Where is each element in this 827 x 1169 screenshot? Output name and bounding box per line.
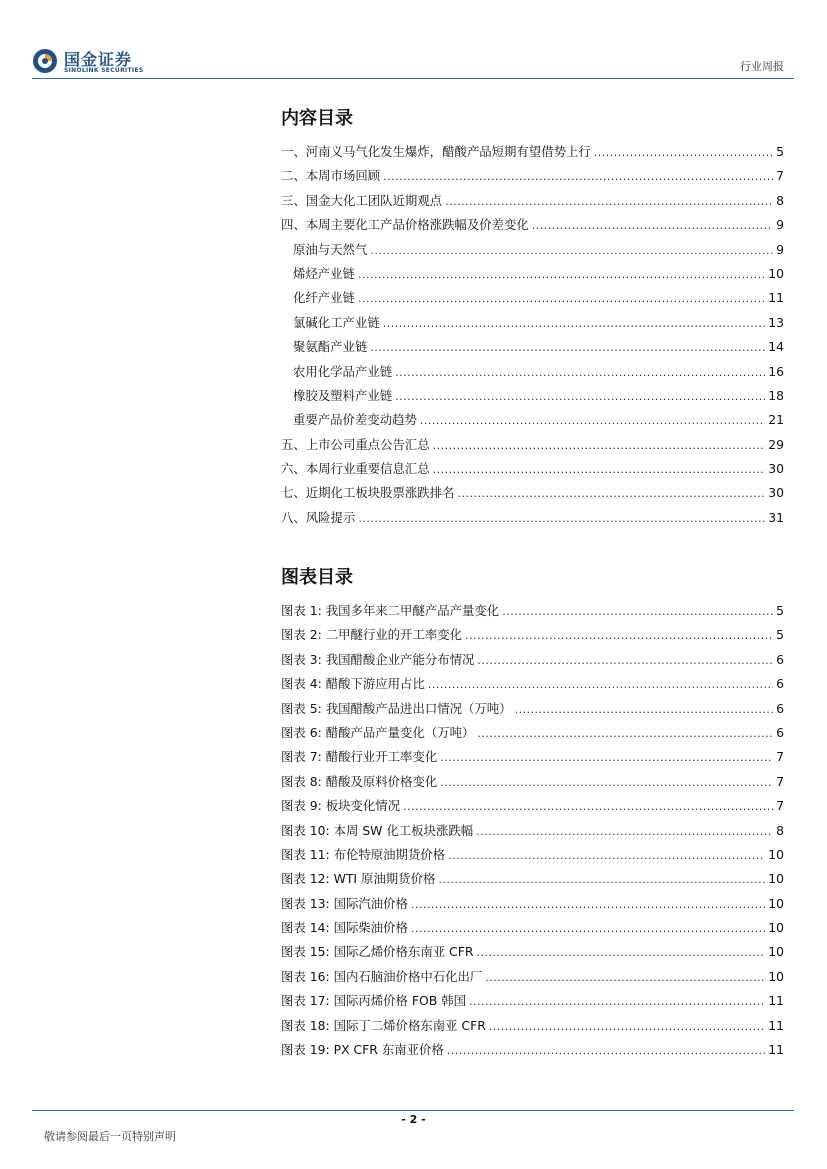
toc-entry-page: 14	[768, 339, 784, 355]
toc-entry-label: 化纤产业链	[293, 290, 355, 306]
dot-leader	[403, 795, 773, 819]
toc-entry-label: 烯烃产业链	[293, 265, 355, 281]
toc-entry-page: 6	[776, 676, 784, 692]
dot-leader	[440, 771, 773, 795]
dot-leader	[438, 868, 765, 892]
chart-list-entry[interactable]	[281, 599, 784, 623]
toc-entry-label: 七、近期化工板块股票涨跌排名	[281, 485, 455, 501]
toc-entry-label: 氯碱化工产业链	[293, 314, 380, 330]
dot-leader	[370, 336, 765, 360]
footer-divider	[32, 1110, 794, 1111]
toc-entry-label: 图表 7: 醋酸行业开工率变化	[281, 749, 438, 765]
toc-entry-label: 八、风险提示	[281, 509, 356, 525]
page-header	[32, 44, 794, 78]
toc-entry-label: 图表 8: 醋酸及原料价格变化	[281, 773, 438, 789]
chart-list-entry[interactable]	[281, 672, 784, 696]
toc-entry-label: 图表 17: 国际丙烯价格 FOB 韩国	[281, 993, 466, 1009]
dot-leader	[433, 458, 766, 482]
chart-list-entry[interactable]	[281, 770, 784, 794]
toc-entry-label: 图表 9: 板块变化情况	[281, 798, 401, 814]
disclaimer-text: 敬请参阅最后一页特别声明	[44, 1130, 176, 1143]
dot-leader	[383, 312, 765, 336]
toc-entry-label: 图表 13: 国际汽油价格	[281, 895, 408, 911]
toc-entry-page: 6	[776, 724, 784, 740]
toc-entry-label: 一、河南义马气化发生爆炸，醋酸产品短期有望借势上行	[281, 144, 591, 159]
dot-leader	[395, 385, 765, 409]
toc-entry[interactable]	[281, 384, 784, 408]
chart-list-entry[interactable]	[281, 819, 784, 843]
dot-leader	[489, 1015, 765, 1039]
chart-list-entry[interactable]	[281, 794, 784, 818]
sinolink-logo-icon	[32, 48, 58, 74]
charts-title: 图表目录	[281, 567, 353, 588]
toc-entry-label: 图表 14: 国际柴油价格	[281, 920, 408, 936]
report-type-label: 行业周报	[740, 60, 784, 73]
toc-entry[interactable]	[281, 262, 784, 286]
logo-english-name: SINOLINK SECURITIES	[64, 67, 144, 74]
toc-entry[interactable]	[281, 360, 784, 384]
chart-list-entry[interactable]	[281, 940, 784, 964]
toc-entry-label: 图表 11: 布伦特原油期货价格	[281, 846, 446, 862]
toc-entry-label: 图表 16: 国内石脑油价格中石化出厂	[281, 968, 483, 984]
dot-leader	[594, 141, 773, 165]
dot-leader	[448, 844, 765, 868]
dot-leader	[411, 917, 765, 941]
toc-entry-label: 二、本周市场回顾	[281, 168, 381, 184]
toc-entry-page: 11	[768, 993, 784, 1009]
dot-leader	[428, 673, 773, 697]
header-divider	[32, 78, 794, 79]
dot-leader	[485, 966, 765, 990]
toc-entry-page: 8	[776, 192, 784, 208]
toc-entry-page: 5	[776, 627, 784, 643]
toc-entry-label: 图表 6: 醋酸产品产量变化（万吨）	[281, 724, 475, 740]
toc-entry-page: 10	[768, 846, 784, 862]
chart-list-entry[interactable]	[281, 1038, 784, 1062]
toc-entry[interactable]	[281, 213, 784, 237]
toc-entry-page: 10	[768, 265, 784, 281]
toc-entry-label: 重要产品价差变动趋势	[293, 412, 417, 428]
toc-entry[interactable]	[281, 433, 784, 457]
toc-entry-label: 原油与天然气	[293, 241, 368, 257]
toc-entry-label: 图表 10: 本周 SW 化工板块涨跌幅	[281, 822, 474, 838]
dot-leader	[469, 990, 765, 1014]
toc-entry-page: 10	[768, 871, 784, 887]
contents-toc	[281, 104, 784, 530]
charts-list	[281, 599, 784, 1062]
chart-list-entry[interactable]	[281, 745, 784, 769]
dot-leader	[440, 746, 773, 770]
dot-leader	[370, 239, 773, 263]
toc-entry[interactable]	[281, 189, 784, 213]
toc-entry[interactable]	[281, 286, 784, 310]
dot-leader	[457, 482, 765, 506]
toc-entry-label: 图表 1: 我国多年来二甲醚产品产量变化	[281, 603, 500, 618]
toc-entry[interactable]	[281, 140, 784, 164]
dot-leader	[445, 190, 773, 214]
toc-entry-page: 5	[776, 603, 784, 618]
dot-leader	[465, 624, 773, 648]
chart-list-entry[interactable]	[281, 697, 784, 721]
toc-entry-page: 11	[768, 1042, 784, 1058]
toc-entry-page: 10	[768, 920, 784, 936]
toc-entry-label: 五、上市公司重点公告汇总	[281, 436, 430, 452]
contents-title: 内容目录	[281, 108, 353, 129]
dot-leader	[515, 698, 773, 722]
toc-entry-page: 10	[768, 968, 784, 984]
dot-leader	[411, 893, 765, 917]
dot-leader	[476, 820, 773, 844]
toc-entry[interactable]	[281, 335, 784, 359]
toc-entry-page: 16	[768, 363, 784, 379]
toc-entry-label: 农用化学品产业链	[293, 363, 393, 379]
dot-leader	[433, 434, 766, 458]
toc-entry[interactable]	[281, 238, 784, 262]
toc-entry-page: 7	[776, 798, 784, 814]
toc-entry-label: 图表 4: 醋酸下游应用占比	[281, 676, 425, 692]
toc-entry-page: 6	[776, 651, 784, 667]
chart-list-entry[interactable]	[281, 623, 784, 647]
toc-entry[interactable]	[281, 481, 784, 505]
toc-entry-page: 18	[768, 387, 784, 403]
toc-entry[interactable]	[281, 408, 784, 432]
chart-list-entry[interactable]	[281, 965, 784, 989]
page-number: - 2 -	[401, 1113, 426, 1126]
dot-leader	[502, 600, 773, 624]
toc-entry-page: 7	[776, 749, 784, 765]
toc-entry-label: 图表 3: 我国醋酸企业产能分布情况	[281, 651, 475, 667]
dot-leader	[532, 214, 773, 238]
dot-leader	[358, 263, 765, 287]
dot-leader	[383, 165, 773, 189]
toc-entry-page: 9	[776, 217, 784, 233]
contents-list	[281, 140, 784, 530]
dot-leader	[358, 287, 765, 311]
toc-entry-label: 图表 18: 国际丁二烯价格东南亚 CFR	[281, 1017, 486, 1033]
logo-chinese-name: 国金证券	[64, 50, 133, 69]
toc-entry-page: 9	[776, 241, 784, 257]
toc-entry-page: 30	[768, 461, 784, 477]
toc-entry-page: 30	[768, 485, 784, 501]
chart-list-entry[interactable]	[281, 648, 784, 672]
chart-list-entry[interactable]	[281, 1014, 784, 1038]
chart-list-entry[interactable]	[281, 916, 784, 940]
toc-entry[interactable]	[281, 457, 784, 481]
toc-entry-label: 图表 12: WTI 原油期货价格	[281, 871, 436, 887]
dot-leader	[395, 361, 765, 385]
dot-leader	[477, 649, 773, 673]
toc-entry-page: 10	[768, 944, 784, 960]
dot-leader	[477, 722, 773, 746]
toc-entry-page: 10	[768, 895, 784, 911]
toc-entry-page: 7	[776, 773, 784, 789]
toc-entry-page: 13	[768, 314, 784, 330]
toc-entry-label: 图表 15: 国际乙烯价格东南亚 CFR	[281, 944, 474, 960]
chart-list-entry[interactable]	[281, 843, 784, 867]
toc-entry-label: 橡胶及塑料产业链	[293, 387, 393, 403]
chart-list-entry[interactable]	[281, 721, 784, 745]
toc-entry-label: 图表 5: 我国醋酸产品进出口情况（万吨）	[281, 700, 512, 716]
toc-entry-page: 21	[768, 412, 784, 428]
charts-toc	[281, 563, 784, 1062]
toc-entry-label: 四、本周主要化工产品价格涨跌幅及价差变化	[281, 217, 529, 233]
toc-entry-page: 5	[776, 144, 784, 159]
toc-entry-page: 31	[768, 509, 784, 525]
toc-entry-page: 6	[776, 700, 784, 716]
toc-entry-page: 8	[776, 822, 784, 838]
chart-list-entry[interactable]	[281, 867, 784, 891]
toc-entry-page: 29	[768, 436, 784, 452]
dot-leader	[476, 941, 765, 965]
toc-entry-label: 图表 19: PX CFR 东南亚价格	[281, 1042, 444, 1058]
dot-leader	[358, 507, 765, 531]
toc-entry-label: 聚氨酯产业链	[293, 339, 368, 355]
toc-entry-page: 11	[768, 290, 784, 306]
toc-entry[interactable]	[281, 311, 784, 335]
chart-list-entry[interactable]	[281, 989, 784, 1013]
dot-leader	[420, 409, 765, 433]
toc-entry-page: 7	[776, 168, 784, 184]
dot-leader	[447, 1039, 765, 1063]
toc-entry-label: 图表 2: 二甲醚行业的开工率变化	[281, 627, 463, 643]
toc-entry-label: 三、国金大化工团队近期观点	[281, 192, 443, 208]
toc-entry-page: 11	[768, 1017, 784, 1033]
toc-entry-label: 六、本周行业重要信息汇总	[281, 461, 430, 477]
toc-entry[interactable]	[281, 164, 784, 188]
chart-list-entry[interactable]	[281, 892, 784, 916]
toc-entry[interactable]	[281, 506, 784, 530]
